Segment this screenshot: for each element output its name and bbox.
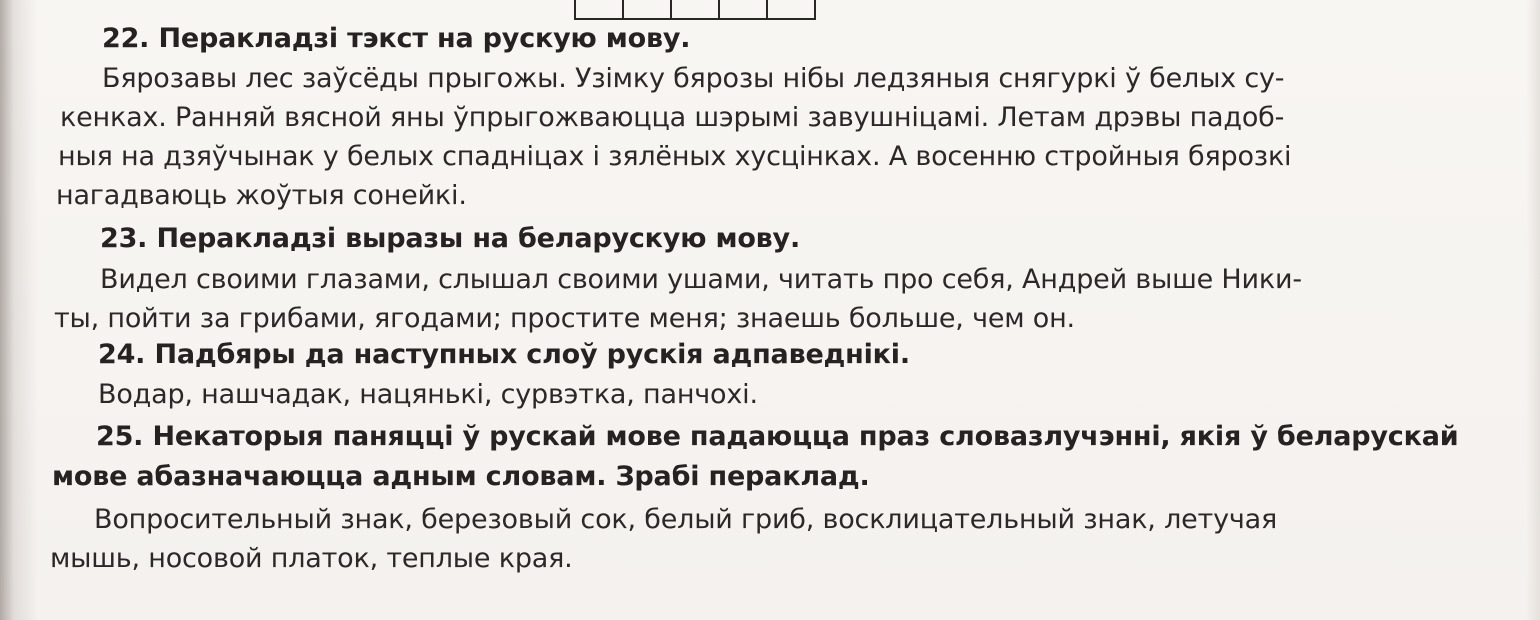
exercise-23-number: 23. xyxy=(100,223,148,254)
grid-cell xyxy=(768,0,814,18)
exercise-25-line-2: мышь, носовой платок, теплые края. xyxy=(50,543,573,574)
exercise-23-line-1: Видел своими глазами, слышал своими ушами, читать про себя, Андрей выше Ники- xyxy=(100,264,1302,295)
answer-grid-fragment xyxy=(574,0,816,20)
exercise-22-title: Перакладзі тэкст на рускую мову. xyxy=(158,23,691,54)
grid-cell xyxy=(624,0,672,18)
exercise-23-title: Перакладзі выразы на беларускую мову. xyxy=(156,223,801,254)
exercise-25-heading-line-1 xyxy=(96,420,1458,454)
exercise-22-line-2: кенках. Ранняй вясной яны ўпрыгожваюцца шэрымі завушніцамі. Летам дрэвы падоб- xyxy=(60,102,1285,133)
exercise-22-line-3: ныя на дзяўчынак у белых спадніцах і зялёных хусцінках. А восенню стройныя бярозкі xyxy=(58,141,1292,172)
grid-cell xyxy=(576,0,624,18)
exercise-25-line-1: Вопросительный знак, березовый сок, белый гриб, восклицательный знак, летучая xyxy=(94,504,1277,535)
exercise-22-line-4: нагадваюць жоўтыя сонейкі. xyxy=(56,180,467,211)
exercise-22-number: 22. xyxy=(102,23,150,54)
exercise-25-number: 25. xyxy=(96,421,144,452)
exercise-22-heading xyxy=(102,22,690,56)
exercise-25-heading-line-2: мове абазначаюцца адным словам. Зрабі пераклад. xyxy=(52,461,870,492)
grid-cell xyxy=(672,0,720,18)
exercise-24-line-1: Водар, нашчадак, нацянькі, сурвэтка, панчохі. xyxy=(98,379,758,410)
exercise-24-heading xyxy=(98,338,910,372)
exercise-22-line-1: Бярозавы лес заўсёды прыгожы. Узімку бярозы нібы ледзяныя снягуркі ў белых су- xyxy=(102,63,1285,94)
exercise-25-title-part-1: Некаторыя паняцці ў рускай мове падаюцца праз словазлучэнні, якія ў беларускай xyxy=(152,421,1459,452)
exercise-24-title: Падбяры да наступных слоў рускія адпаведнікі. xyxy=(154,339,910,370)
exercise-24-number: 24. xyxy=(98,339,146,370)
exercise-23-heading xyxy=(100,222,800,256)
page-edge-shadow xyxy=(1526,0,1540,620)
grid-cell xyxy=(720,0,768,18)
exercise-23-line-2: ты, пойти за грибами, ягодами; простите меня; знаешь больше, чем он. xyxy=(54,303,1075,334)
